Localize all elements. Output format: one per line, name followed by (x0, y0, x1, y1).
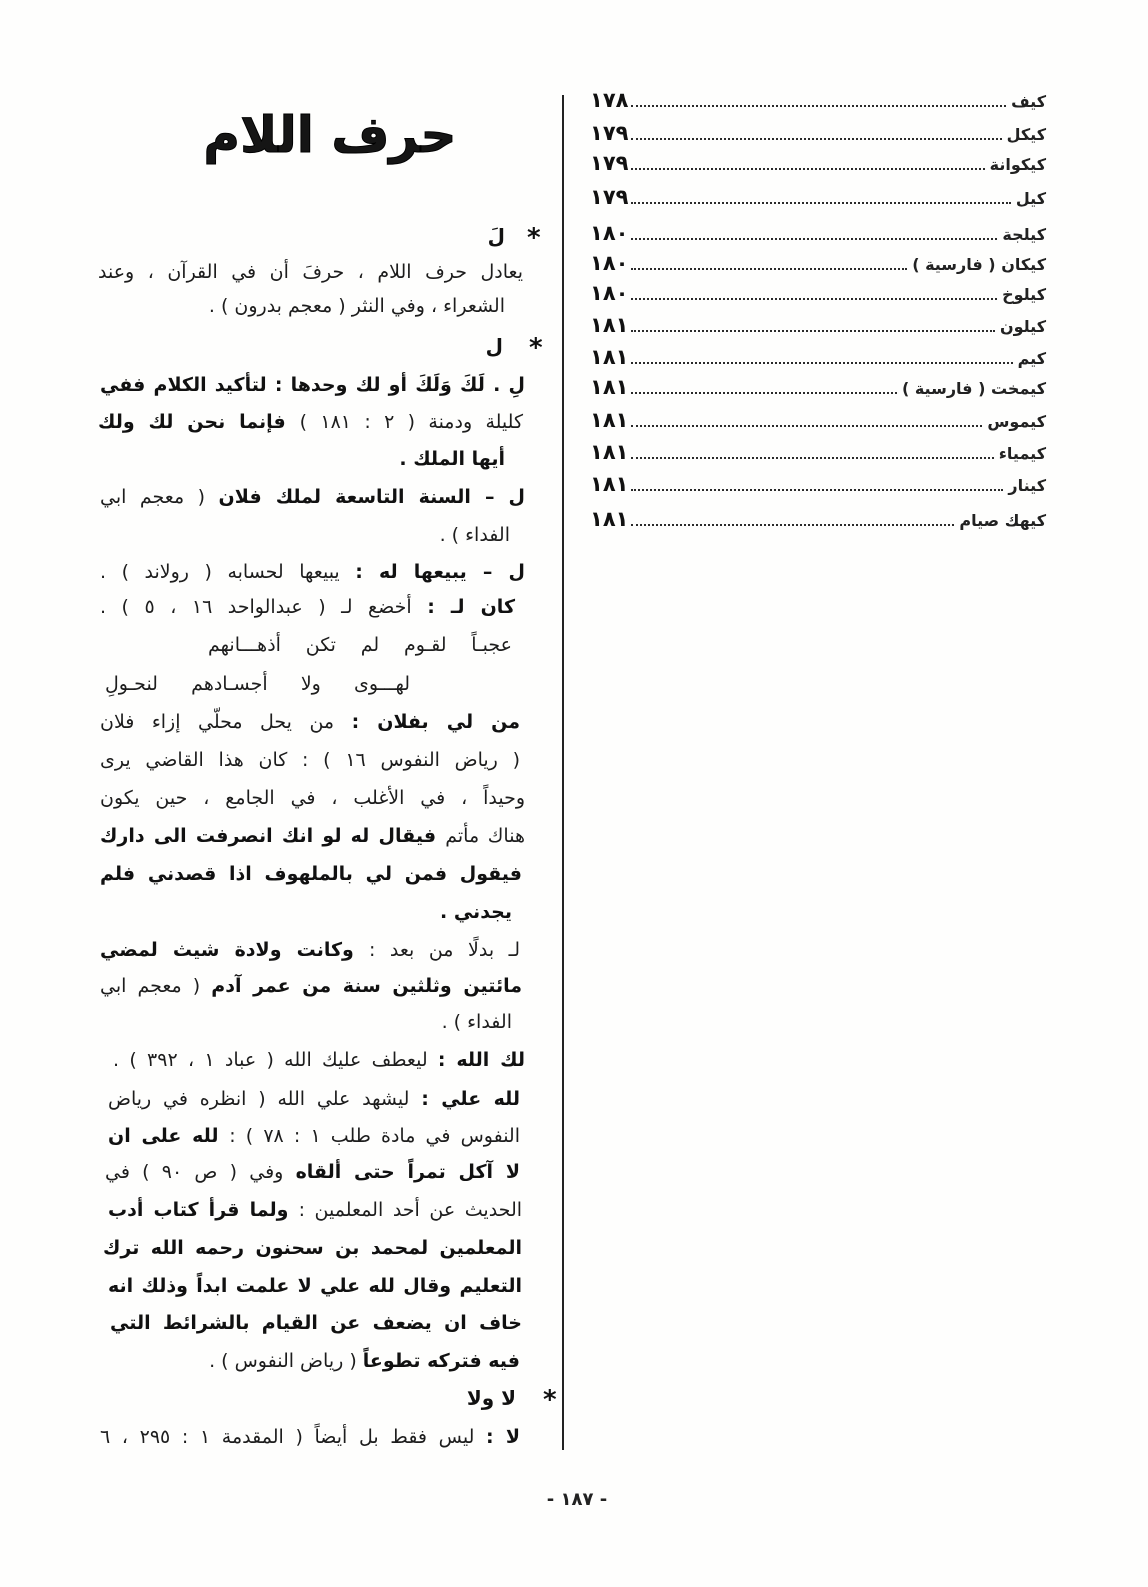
dot-leader (631, 138, 1001, 140)
entry-text: ليس فقط بل أيضاً ( المقدمة ١ : ٢٩٥ ، ٦ (100, 1426, 487, 1448)
entry-line (399, 444, 505, 474)
entry-quote: ولما قرأ كتاب أدب (108, 1199, 299, 1221)
index-entry (590, 504, 1046, 534)
dictionary-column (100, 0, 525, 1587)
index-page-number: ١٨١ (590, 507, 629, 531)
index-page-number: ١٨١ (590, 345, 629, 369)
entry-quote: التعليم وقال لله علي لا علمت ابداً وذلك انه (108, 1275, 522, 1297)
entry-marker: * (529, 333, 543, 363)
entry-headword: لَ (487, 224, 505, 248)
entry-text: هناك مأتم (445, 825, 525, 847)
entry-term: لك الله : (437, 1049, 525, 1071)
index-entry (590, 405, 1046, 435)
entry-quote: فإنما نحن لك ولك (98, 411, 300, 433)
entry-quote: وكانت ولادة شيث لمضي (100, 939, 369, 961)
entry-term: لا : (486, 1426, 520, 1448)
entry-line (108, 1121, 520, 1151)
entry-line (100, 557, 525, 587)
entry-quote: فيه فتركه تطوعاً (362, 1350, 520, 1372)
entry-term: لـ بدلًا من بعد : (368, 939, 520, 961)
entry-headword: ل (485, 334, 503, 358)
entry-line (103, 1233, 522, 1263)
index-entry (590, 469, 1046, 499)
entry-text: الحديث عن أحد المعلمين : (298, 1199, 523, 1221)
verse-text: عجبـاً لقـوم لم تكن أذهـــانهم (208, 634, 512, 656)
section-title: حرف اللام (203, 106, 457, 164)
index-entry (590, 342, 1046, 372)
entry-line (100, 482, 525, 512)
entry-quote: المعلمين لمحمد بن سحنون رحمه الله ترك (103, 1237, 522, 1259)
entry-text: وحيداً ، في الأغلب ، في الجامع ، حين يكون (100, 787, 525, 809)
entry-line (108, 1195, 522, 1225)
dot-leader (631, 268, 907, 270)
entry-headword: لا ولا (466, 1386, 516, 1410)
entry-line (100, 971, 522, 1001)
entry-text: وفي ( ص ٩٠ ) في (105, 1161, 296, 1183)
entry-source: ( معجم ابي (100, 975, 212, 997)
dot-leader (631, 330, 994, 332)
dot-leader (631, 457, 993, 459)
entry-text: ليعطف عليك الله ( عباد ١ ، ٣٩٢ ) . (113, 1049, 438, 1071)
entry-source: الفداء ) . (439, 524, 510, 546)
index-term: كيلوخ (1002, 285, 1046, 304)
entry-quote: لله على ان (108, 1125, 230, 1147)
entry-term: ل – السنة التاسعة لملك فلان (218, 486, 525, 508)
entry-line (440, 897, 512, 927)
entry-line (100, 592, 515, 622)
dot-leader (631, 425, 982, 427)
index-entry (590, 118, 1046, 148)
index-entry (590, 148, 1046, 178)
entry-line (100, 1422, 520, 1452)
entry-line (105, 1157, 520, 1187)
entry-line (440, 520, 510, 550)
index-page-number: ١٨١ (590, 375, 629, 399)
verse-line (105, 669, 410, 699)
dot-leader (631, 238, 997, 240)
index-term: كيمياء (998, 444, 1046, 463)
entry-line (442, 1007, 512, 1037)
index-list (590, 0, 1046, 600)
index-entry (590, 310, 1046, 340)
index-page-number: ١٧٩ (590, 121, 629, 145)
index-term: كيكان ( فارسية ) (912, 255, 1046, 274)
dot-leader (631, 489, 1003, 491)
index-entry (590, 372, 1046, 402)
entry-line (209, 291, 505, 321)
index-page-number: ١٨١ (590, 408, 629, 432)
entry-line (100, 745, 520, 775)
entry-text: ( رياض النفوس ١٦ ) : كان هذا القاضي يرى (100, 749, 520, 771)
index-entry (590, 248, 1046, 278)
index-entry (590, 437, 1046, 467)
entry-marker: * (527, 223, 541, 253)
entry-text: كليلة ودمنة ( ٢ : ١٨١ ) (299, 411, 523, 433)
index-term: كيموس (987, 412, 1046, 431)
index-page-number: ١٨٠ (590, 221, 629, 245)
index-term: كيل (1015, 189, 1046, 208)
entry-term: ل – يبيعها له : (355, 561, 525, 583)
entry-quote: فيقول فمن لي بالملهوف اذا قصدني فلم (100, 863, 522, 885)
entry-line (100, 935, 520, 965)
index-entry (590, 182, 1046, 212)
entry-source: الفداء ) . (441, 1011, 512, 1033)
index-page-number: ١٨٠ (590, 281, 629, 305)
entry-text: أخضع لـ ( عبدالواحد ١٦ ، ٥ ) . (100, 596, 428, 618)
entry-text: الشعراء ، وفي النثر ( معجم بدرون ) . (208, 295, 505, 317)
entry-marker: * (543, 1385, 557, 1415)
entry-term: كان لـ : (427, 596, 515, 618)
entry-term: من لي بفلان : (351, 711, 520, 733)
entry-quote: خاف ان يضعف عن القيام بالشرائط التي (110, 1312, 522, 1334)
index-entry (590, 85, 1046, 115)
entry-line (100, 859, 522, 889)
index-page-number: ١٧٩ (590, 151, 629, 175)
entry-text: من يحل محلّي إزاء فلان (100, 711, 352, 733)
entry-text: يبيعها لحسابه ( رولاند ) . (100, 561, 356, 583)
entry-line (98, 257, 523, 287)
entry-line (113, 1045, 525, 1075)
index-term: كيمخت ( فارسية ) (901, 379, 1046, 398)
entry-quote: يجدني . (440, 901, 512, 923)
entry-source: ( رياض النفوس ) . (209, 1350, 363, 1372)
index-page-number: ١٨٠ (590, 251, 629, 275)
index-term: كيكل (1006, 125, 1046, 144)
entry-quote: لا آكل تمراً حتى ألقاه (295, 1161, 520, 1183)
page-number: - ١٨٧ - (546, 1489, 608, 1510)
entry-line (209, 1346, 520, 1376)
dot-leader (631, 362, 1012, 364)
index-term: كيف (1011, 92, 1046, 111)
index-page-number: ١٨١ (590, 313, 629, 337)
entry-quote: مائتين وثلثين سنة من عمر آدم (211, 975, 523, 997)
dot-leader (631, 524, 954, 526)
index-page-number: ١٧٩ (590, 185, 629, 209)
index-entry (590, 218, 1046, 248)
index-term: كيكوانة (989, 155, 1046, 174)
verse-text: لهـــوى ولا أجسـادهم لنحـولِ (105, 673, 410, 695)
index-page-number: ١٨١ (590, 472, 629, 496)
entry-line (100, 707, 520, 737)
index-term: كيلجة (1002, 225, 1046, 244)
entry-line (100, 370, 525, 400)
entry-source: ( معجم ابي (100, 486, 219, 508)
dot-leader (631, 298, 997, 300)
entry-term: لِ . لَكَ وَلَكَ أو لك وحدها : لتأكيد الكلام ففي (100, 374, 525, 396)
index-term: كينار (1008, 476, 1046, 495)
dot-leader (631, 392, 897, 394)
entry-text: يعادل حرف اللام ، حرفَ أن في القرآن ، وعند (98, 261, 523, 283)
entry-text: النفوس في مادة طلب ١ : ٧٨ ) : (229, 1125, 520, 1147)
index-entry (590, 278, 1046, 308)
index-page-number: ١٧٨ (590, 88, 629, 112)
column-divider (562, 95, 564, 1450)
entry-line (110, 1308, 522, 1338)
entry-line (100, 783, 525, 813)
entry-quote: أيها الملك . (399, 448, 505, 470)
index-page-number: ١٨١ (590, 440, 629, 464)
index-term: كيلون (999, 317, 1046, 336)
entry-text: ليشهد علي الله ( انظره في رياض (108, 1088, 422, 1110)
entry-line (98, 407, 523, 437)
index-term: كيهك صيام (959, 511, 1046, 530)
entry-line (108, 1084, 520, 1114)
entry-quote: فيقال له لو انك انصرفت الى دارك (100, 825, 446, 847)
dot-leader (631, 105, 1006, 107)
verse-line (208, 630, 512, 660)
entry-line (108, 1271, 522, 1301)
entry-line (100, 821, 525, 851)
index-term: كيم (1017, 349, 1046, 368)
dot-leader (631, 202, 1010, 204)
entry-term: لله علي : (421, 1088, 520, 1110)
dot-leader (631, 168, 984, 170)
